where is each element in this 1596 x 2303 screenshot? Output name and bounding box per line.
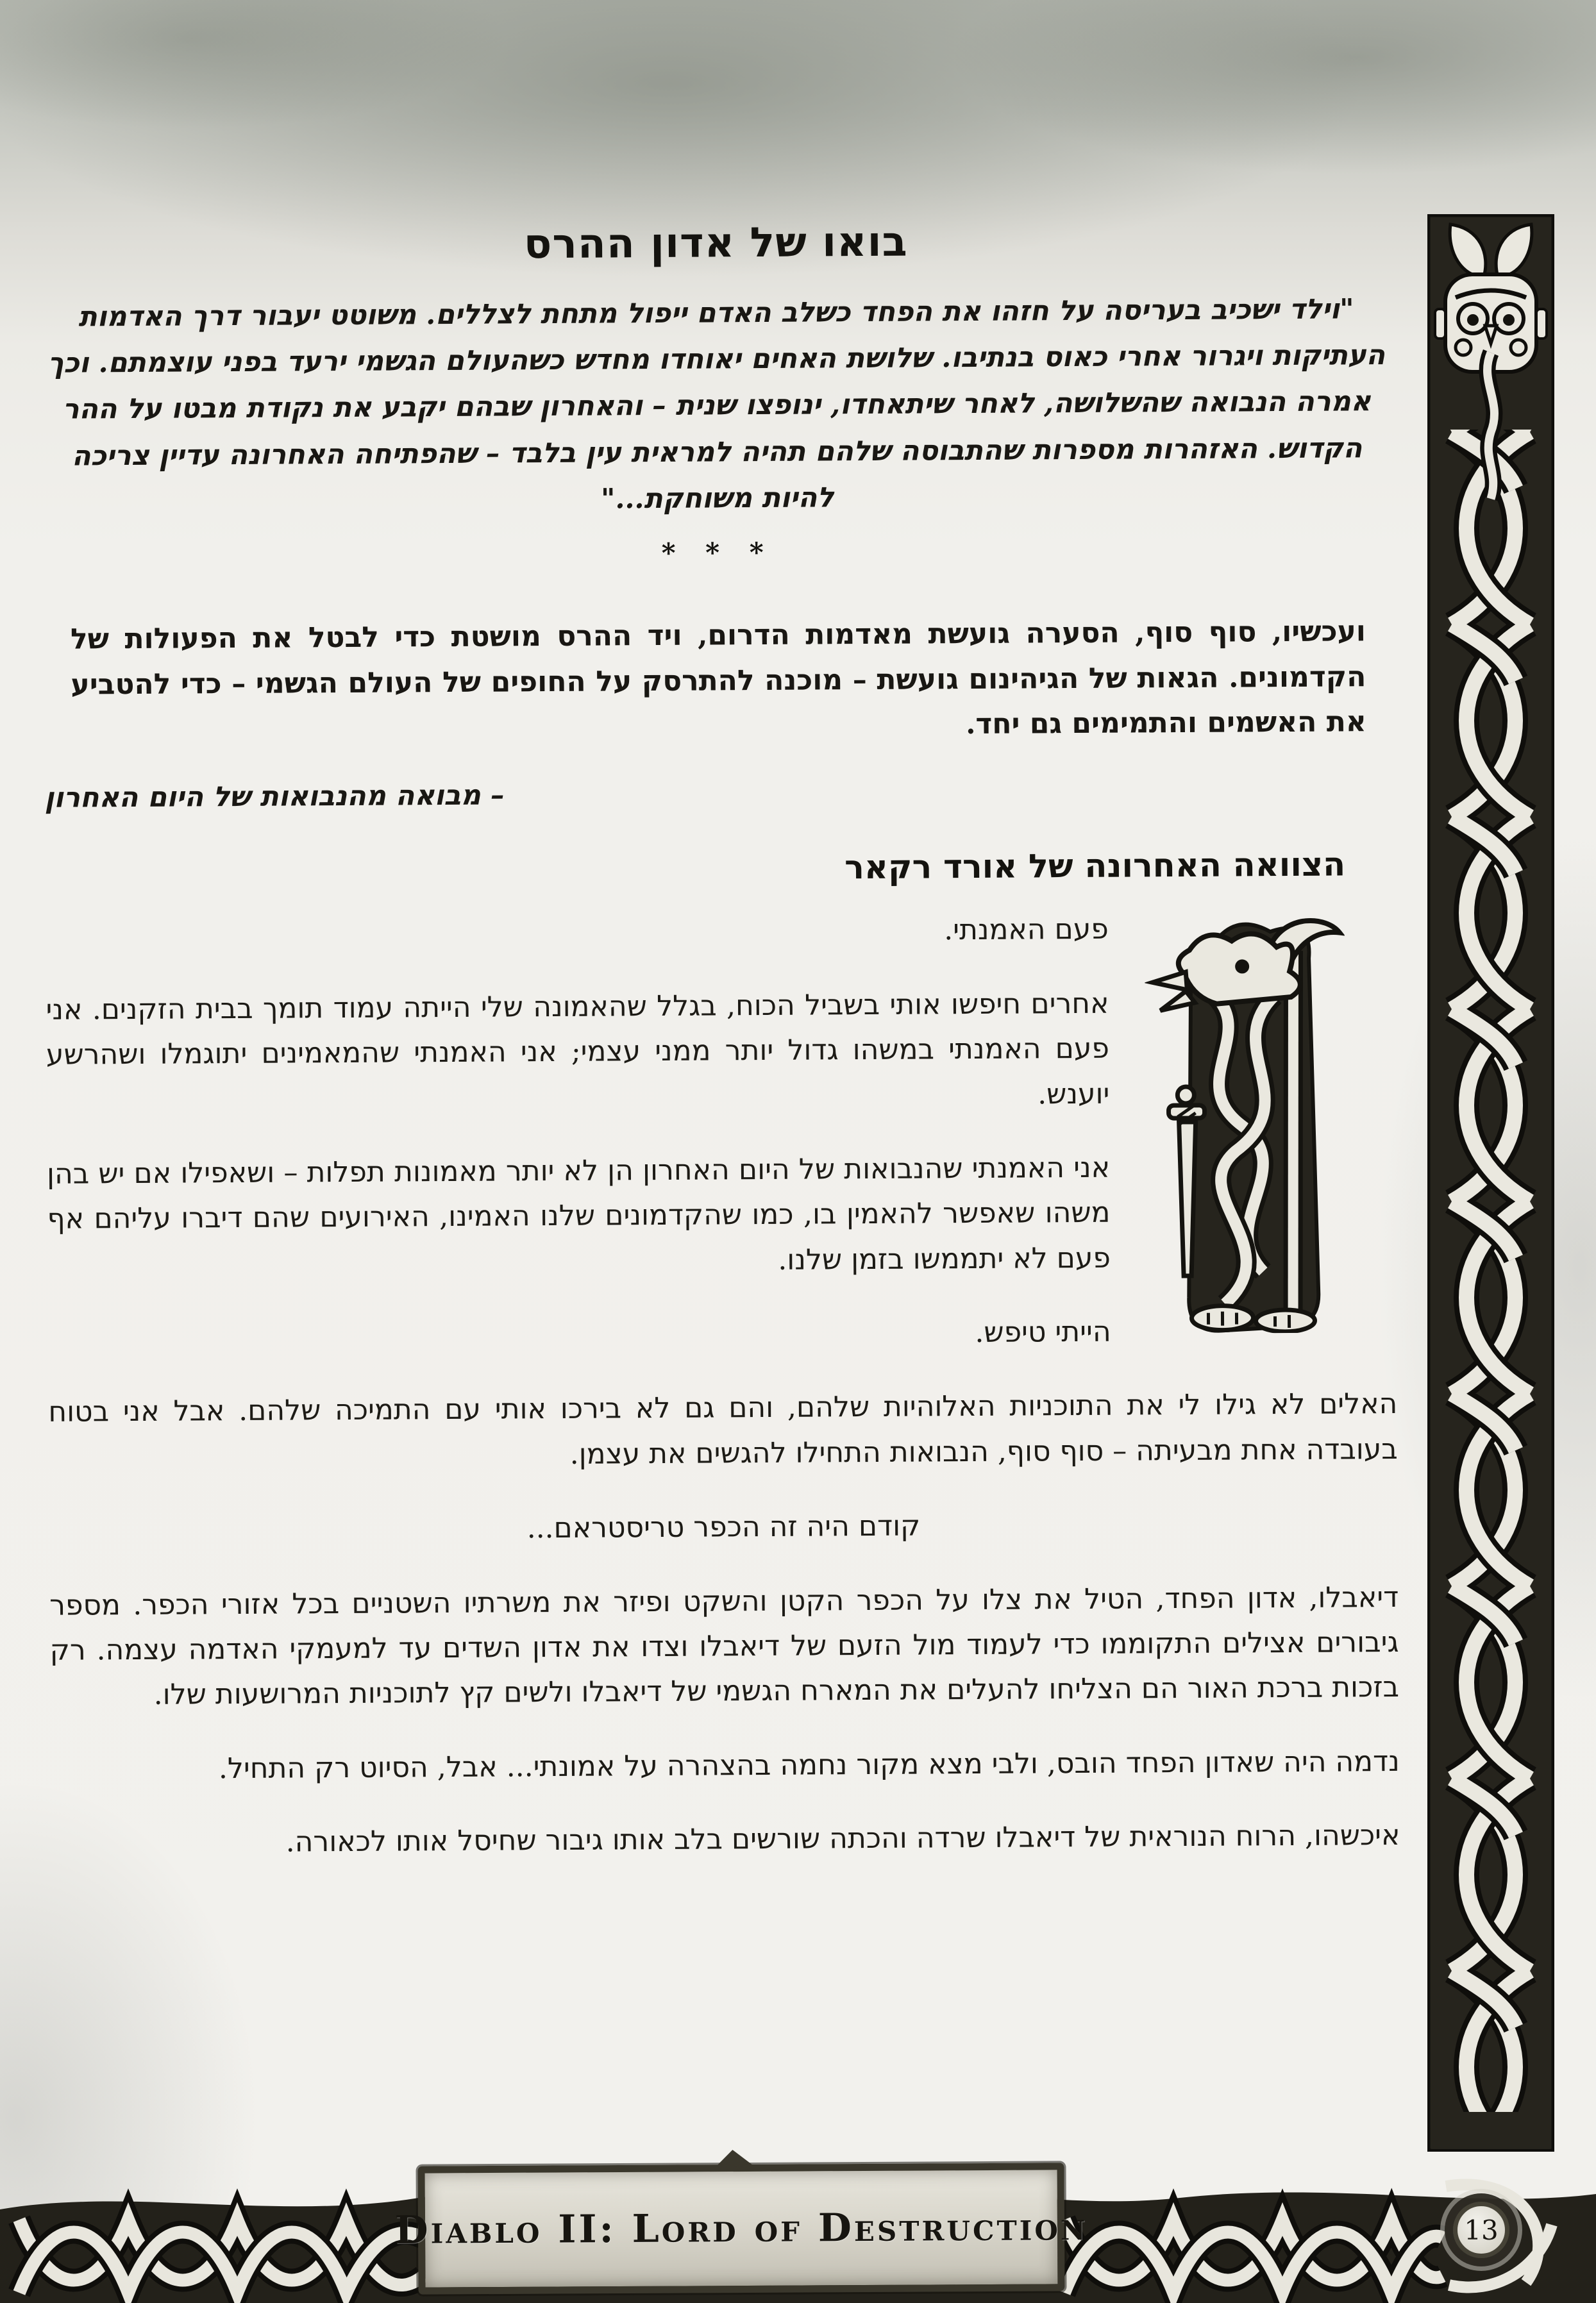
page-title: בואו של אדון ההרס [523,218,908,269]
footer-game-title: Diablo II: Lord of Destruction [394,2204,1088,2253]
testament-paragraph: פעם האמנתי. [944,913,1109,947]
prophecy-attribution: – מבואה מהנבואות של היום האחרון [44,779,505,815]
testament-paragraph: הייתי טיפש. [975,1315,1111,1350]
page-content [41,215,1402,2141]
testament-paragraph: איכשהו, הרוח הנוראית של דיאבלו שרדה והכתה שורשים בלב אותו גיבור שחיסל אותו לכאורה. [285,1819,1400,1859]
testament-paragraph: נדמה היה שאדון הפחד הובס, ולבי מצא מקור נחמה בהצהרה על אמונתי... אבל, הסיוט רק התחיל. [218,1745,1400,1786]
celtic-wolf-icon [1145,912,1347,1334]
testament-paragraph: אני האמנתי שהנבואות של היום האחרון הן לא יותר מאמונות תפלות – ושאפילו אם יש בהן משהו שאפשר להאמין בו, כמו שהקדמונים שלנו האמינו, האירועים שהם דיברו עליהם אף פעם לא יתממשו בזמן שלנו. [46,1151,1111,1277]
knotwork-column-icon [1427,214,1554,2152]
testament-paragraph: אחרים חיפשו אותי בשביל הכוח, בגלל שהאמונה שלי הייתה עמוד תומך בבית הזקנים. אני פעם האמנתי במשהו גדול יותר ממני עצמי; אני האמנתי שהמאמינים יתוגמלו ושהרשע יוענש. [46,987,1110,1110]
title-plaque [394,2163,1088,2294]
section-heading: הצוואה האחרונה של אורד רקאר [844,846,1346,887]
asterisk-separator: * * * [661,537,774,569]
page-number: 13 [1464,2214,1499,2246]
prophecy-continuation: ועכשיו, סוף סוף, הסערה גועשת מאדמות הדרום, ויד ההרס מושטת כדי לבטל את הפעולות של הקדמונים. הגאות של הגיהינום גועשת – מוכנה להתרסק על החופים של העולם הגשמי – כדי להטביע את האשמים והתמימים גם יחד. [70,615,1366,741]
footer-banner [0,2148,1596,2303]
celtic-wolf-illustration [1145,912,1347,1334]
testament-paragraph: קודם היה זה הכפר טריסטראם... [526,1509,921,1545]
testament-paragraph: דיאבלו, אדון הפחד, הטיל את צלו על הכפר הקטן והשקט ופיזר את משרתיו השטניים בכל אזורי הכפר. מספר גיבורים אצילים התקוממו כדי לעמוד מול הזעם של דיאבלו וצדו את אדון השדים עד למעמקי האדמה עצמה. רק בזכות ברכת האור הם הצליחו להעלים את המארח הגשמי של דיאבלו ולשים קץ לתוכניות המרושעות שלו. [49,1580,1400,1712]
testament-paragraph: האלים לא גילו לי את התוכניות האלוהיות שלהם, והם גם לא בירכו אותי עם התמיכה שלהם. אבל אני בטוח בעובדה אחת מבעיתה – סוף סוף, הנבואות התחילו להגשים את עצמן. [48,1387,1398,1471]
page-number-medallion [1453,2202,1509,2258]
knotwork-side-border [1427,214,1554,2152]
prophecy-quote: "וילד ישכיב בעריסה על חזהו את הפחד כשלב האדם ייפול מתחת לצללים. משוטט יעבור דרך האדמות העתיקות ויגרור אחרי כאוס בנתיבו. שלושת האחים יאוחדו מחדש כשהעולם הגשמי ירעד בפני עוצמתם. וכך אמרה הנבואה שהשלושה, לאחר שיתאחדו, ינופצו שנית – והאחרון שבהם יקבע את נקודת מבטו על ההר הקדוש. האזהרות מספרות שהתבוסה שלהם תהיה למראית עין בלבד – שהפתיחה האחרונה עדיין צריכה להיות משוחקת..." [47,293,1386,515]
